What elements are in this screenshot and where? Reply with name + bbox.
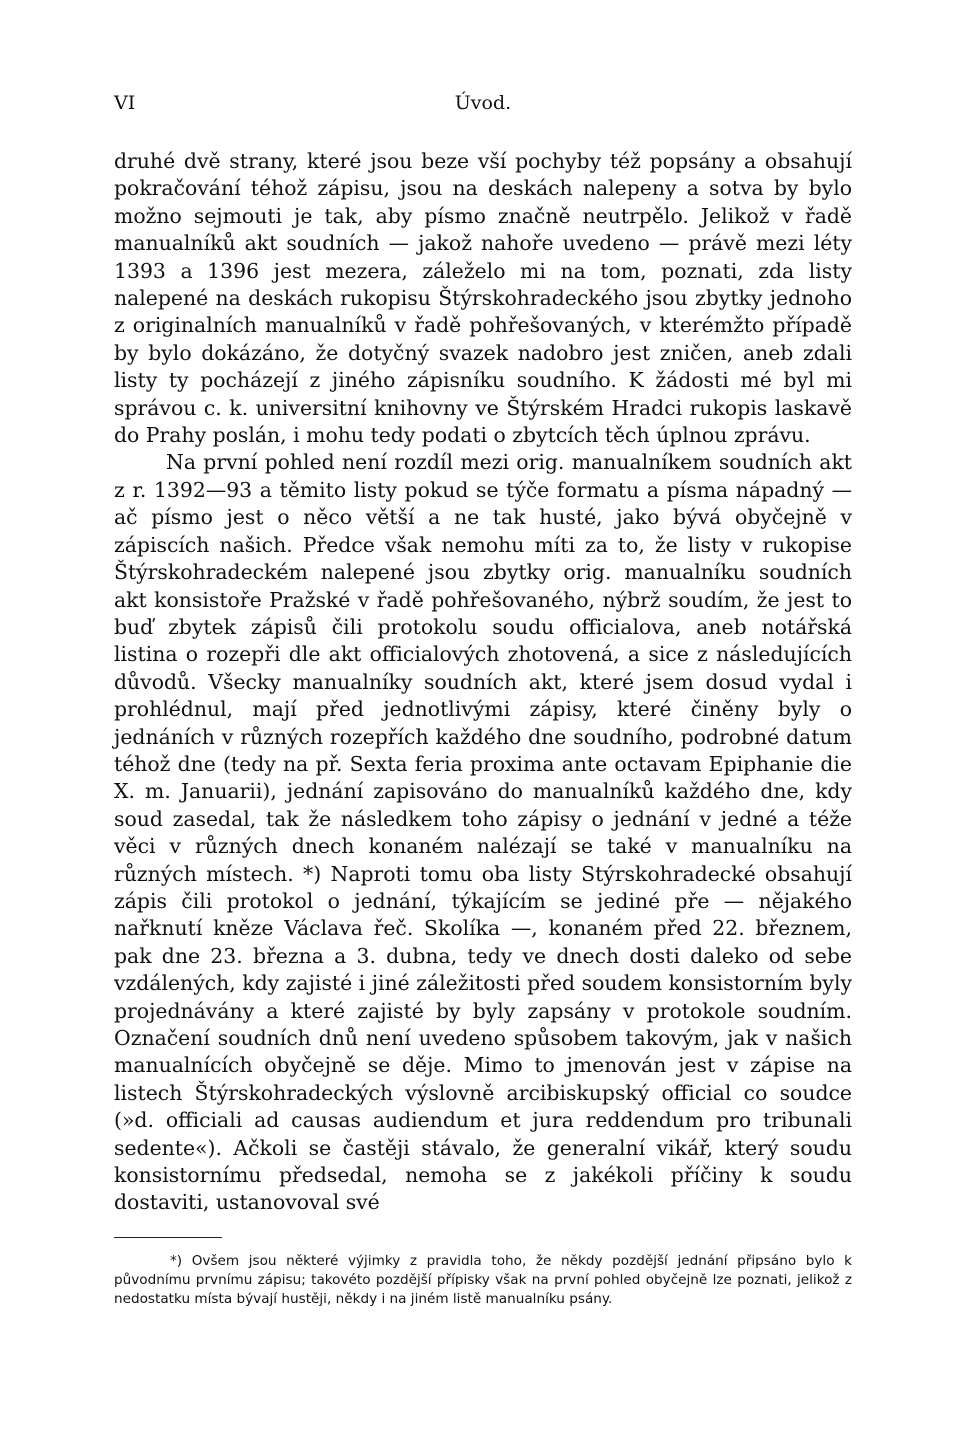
- book-page: [114, 92, 852, 1309]
- body-text: [114, 148, 852, 1217]
- page-number: VI: [114, 92, 136, 114]
- running-head: [114, 92, 852, 122]
- footnote-divider: [114, 1237, 222, 1238]
- footnote: *) Ovšem jsou některé výjimky z pravidla toho, že někdy pozdější jednání připsáno bylo k původnímu prvnímu zápisu; takovéto pozdější přípisky však na první pohled obyčejně lze poznati, jelikož z nedostatku místa bývají hustěji, někdy i na jiném listě manualníku psány.: [114, 1252, 852, 1307]
- paragraph-1: druhé dvě strany, které jsou beze vší pochyby též popsány a obsahují pokračování téhož zápisu, jsou na deskách nalepeny a sotva by bylo možno sejmouti je tak, aby písmo značně neutrpělo. Jelikož v řadě manualníků akt soudních — jakož nahoře uvedeno — právě mezi léty 1393 a 1396 jest mezera, záleželo mi na tom, poznati, zda listy nalepené na deskách rukopisu Štýrskohradeckého jsou zbytky jednoho z originalních manualníků v řadě pohřešovaných, v kterémžto případě by bylo dokázáno, že dotyčný svazek nadobro jest zničen, aneb zdali listy ty pocházejí z jiného zápisníku soudního. K žádosti mé byl mi správou c. k. universitní knihovny ve Štýrském Hradci rukopis laskavě do Prahy poslán, i mohu tedy podati o zbytcích těch úplnou zprávu.: [114, 149, 852, 448]
- running-title: Úvod.: [454, 92, 512, 114]
- paragraph-2: Na první pohled není rozdíl mezi orig. manualníkem soudních akt z r. 1392—93 a těmito listy pokud se týče formatu a písma nápadný — ač písmo jest o něco větší a ne tak husté, jako bývá obyčejně v zápiscích našich. Předce však nemohu míti za to, že listy v rukopise Štýrskohradeckém nalepené jsou zbytky orig. manualníku soudních akt konsistoře Pražské v řadě pohřešovaného, nýbrž soudím, že jest to buď zbytek zápisů čili protokolu soudu officialova, aneb notářská listina o rozepři dle akt officialových zhotovená, a sice z následujících důvodů. Všecky manualníky soudních akt, které jsem dosud vydal i prohlédnul, mají před jednotlivými zápisy, které činěny byly o jednáních v různých rozepřích každého dne soudního, podrobné datum téhož dne (tedy na př. Sexta feria proxima ante octavam Epiphanie die X. m. Januarii), jednání zapisováno do manualníků každého dne, kdy soud zasedal, tak že následkem toho zápisy o jednání v jedné a téže věci v různých dnech konaném nalézají se také v manualníku na různých místech. *) Naproti tomu oba listy Stýrskohradecké obsahují zápis čili protokol o jednání, týkajícím se jediné pře — nějakého nařknutí kněze Václava řeč. Skolíka —, konaném před 22. březnem, pak dne 23. března a 3. dubna, tedy ve dnech dosti daleko od sebe vzdálených, kdy zajisté i jiné záležitosti před soudem konsistorním byly projednávány a které zajisté by byly zapsány v protokole soudním. Označení soudních dnů není uvedeno spůsobem takovým, jak v našich manualnících obyčejně se děje. Mimo to jmenován jest v zápise na listech Štýrskohradeckých výslovně arcibiskupský official co soudce (»d. officiali ad causas audiendum et jura reddendum pro tribunali sedente«). Ačkoli se častěji stávalo, že generalní vikář, který soudu konsistornímu předsedal, nemoha se z jakékoli příčiny k soudu dostaviti, ustanovoval své: [114, 450, 852, 1215]
